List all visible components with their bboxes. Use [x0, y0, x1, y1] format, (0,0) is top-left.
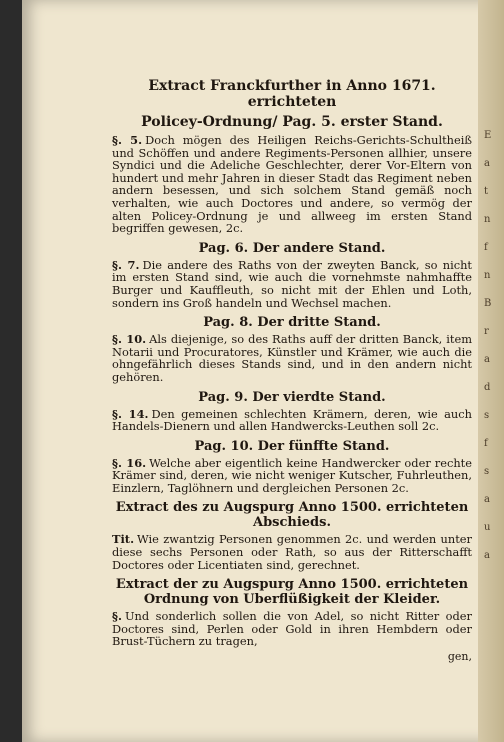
- margin-letter: E: [484, 130, 492, 141]
- section-text: Die andere des Raths von der zweyten Banck, so nicht im ersten Stand sind, wie auch die vornehmste nahmhaffte Burger und Kauffleuth, so nicht mit der Ehlen und Loth, sondern ins Groß handeln und Wechsel machen.: [112, 257, 473, 310]
- margin-letter: a: [484, 494, 490, 505]
- margin-letter: s: [484, 466, 490, 477]
- margin-letter: n: [484, 270, 491, 281]
- section-number: §. 10.: [112, 332, 147, 347]
- page-content: [112, 78, 472, 664]
- section-heading: Pag. 9. Der vierdte Stand.: [198, 389, 386, 405]
- catchword: gen,: [447, 650, 472, 664]
- section-paragraph: [112, 533, 472, 571]
- margin-letter: s: [484, 410, 490, 421]
- sections: [112, 134, 472, 648]
- section-paragraph: [112, 408, 472, 433]
- margin-letter: a: [484, 158, 490, 169]
- section-heading: Pag. 6. Der andere Stand.: [198, 240, 386, 256]
- margin-letter: a: [484, 354, 490, 365]
- margin-letter: B: [484, 298, 492, 309]
- next-page-edge: [478, 0, 504, 742]
- section-heading: Extract des zu Augspurg Anno 1500. errichteten Abschieds.: [115, 500, 469, 531]
- section-heading: Pag. 8. Der dritte Stand.: [203, 315, 381, 331]
- margin-letter: u: [484, 522, 491, 533]
- section-text: Welche aber eigentlich keine Handwercker oder rechte Krämer sind, deren, wie nicht weniger Kutscher, Fuhrleuthen, Einzlern, Taglöhnern und dergleichen Personen 2c.: [112, 455, 472, 495]
- section-paragraph: [112, 259, 472, 309]
- margin-letter: f: [484, 242, 488, 253]
- margin-letter: r: [484, 326, 489, 337]
- section-paragraph: [112, 134, 472, 235]
- section-number: §. 5.: [112, 133, 143, 147]
- section-number: Tit.: [112, 532, 135, 547]
- section-paragraph: [112, 457, 472, 495]
- section-text: Und sonderlich sollen die von Adel, so nicht Ritter oder Doctores sind, Perlen oder Gold in ihren Hembdern oder Brust-Tüchern zu tragen,: [112, 609, 472, 649]
- title-line-1: Extract Franckfurther in Anno 1671. errichteten: [148, 78, 436, 110]
- section-text: Den gemeinen schlechten Krämern, deren, wie auch Handels-Dienern und allen Handwercks-Leuthen soll 2c.: [112, 406, 472, 434]
- section-text: Wie zwantzig Personen genommen 2c. und werden unter diese sechs Personen oder Rath, so aus der Ritterschafft Doctores oder Licentiaten sind, gerechnet.: [112, 532, 472, 572]
- section-number: §. 7.: [112, 257, 140, 272]
- section-heading: Pag. 10. Der fünffte Stand.: [194, 438, 390, 454]
- section-text: Doch mögen des Heiligen Reichs-Gerichts-Schultheiß und Schöffen und andere Regiments-Personen allhier, unsere Syndici und die Adeliche Geschlechter, derer Vor-Eltern von hundert und mehr Jahren in dieser Stadt das Regiment neben andern besessen, und sich solchem Stand gemäß noch verhalten, wie auch Doctores und andere, so vermög der alten Policey-Ordnung je und allweeg im ersten Stand begriffen gewesen, 2c.: [112, 133, 472, 236]
- margin-letter: n: [484, 214, 491, 225]
- section-number: §.: [112, 609, 122, 624]
- margin-letter: t: [484, 186, 489, 197]
- margin-letter: d: [484, 382, 491, 393]
- margin-letter: f: [484, 438, 488, 449]
- title-line-2: Policey-Ordnung/ Pag. 5. erster Stand.: [141, 114, 443, 130]
- document-page: [22, 0, 504, 742]
- section-paragraph: [112, 333, 472, 383]
- margin-letter: a: [484, 550, 490, 561]
- section-text: Als diejenige, so des Raths auff der dritten Banck, item Notarii und Procuratores, Künstler und Krämer, wie auch die ohngefährlich dieses Stands sind, und in den andern nicht gehören.: [112, 332, 472, 384]
- section-number: §. 16.: [112, 455, 147, 470]
- section-number: §. 14.: [112, 406, 149, 421]
- section-heading: Extract der zu Augspurg Anno 1500. errichteten Ordnung von Uberflüßigkeit der Kleider.: [115, 577, 469, 608]
- section-paragraph: [112, 610, 472, 648]
